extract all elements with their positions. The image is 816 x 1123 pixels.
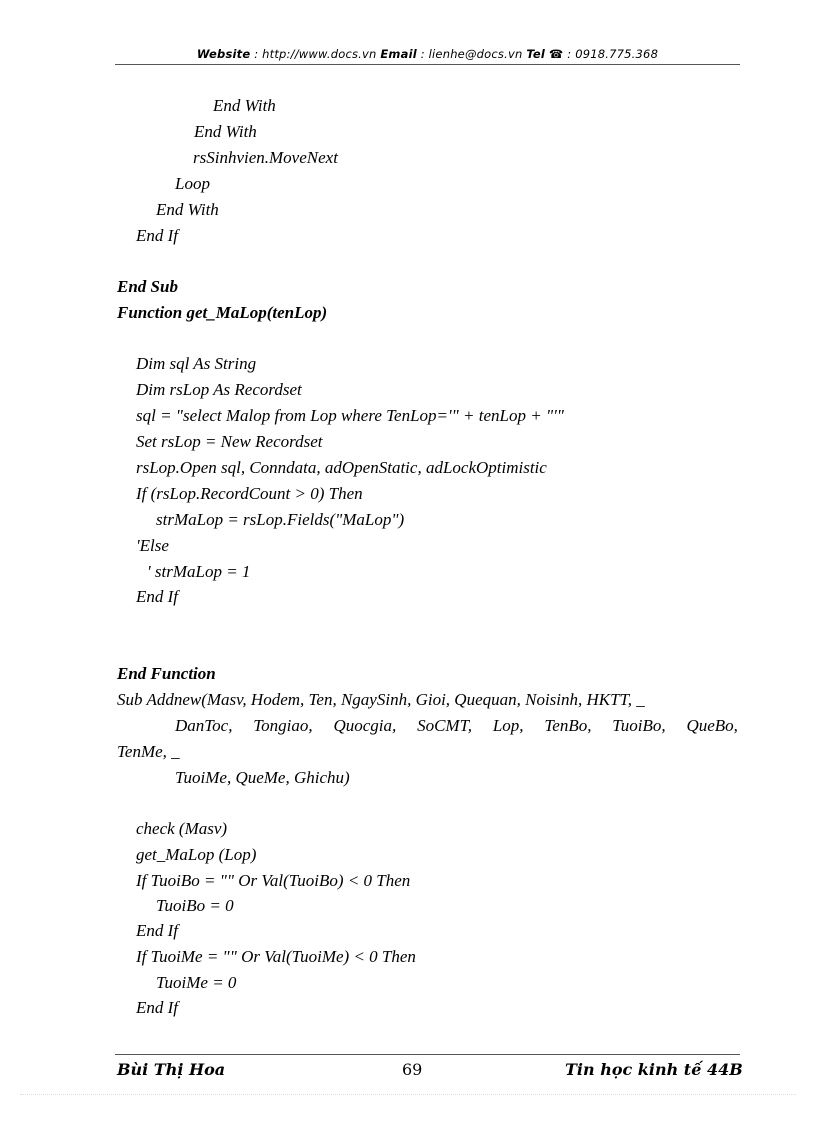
page-header: [115, 47, 740, 61]
code-line: Set rsLop = New Recordset: [136, 432, 323, 451]
code-line: TenMe, _: [117, 742, 180, 761]
footer-author: Bùi Thị Hoa: [117, 1060, 226, 1079]
code-line-justified: [175, 716, 738, 736]
code-line: End With: [156, 200, 219, 219]
code-line: check (Masv): [136, 819, 228, 838]
code-line: sql = "select Malop from Lop where TenLop='" + tenLop + "'": [136, 406, 564, 425]
tel-label: Tel: [526, 47, 546, 61]
code-line: TuoiMe = 0: [156, 973, 237, 992]
code-line: End With: [213, 96, 276, 115]
code-line-heading: End Sub: [117, 277, 178, 296]
page-bottom-border: [20, 1094, 796, 1095]
code-word: Tongiao,: [253, 716, 313, 735]
code-line: get_MaLop (Lop): [136, 845, 257, 864]
website-label: Website: [196, 47, 251, 61]
code-word: Quocgia,: [333, 716, 397, 735]
code-line: Dim rsLop As Recordset: [136, 380, 302, 399]
code-line-heading: End Function: [117, 664, 216, 683]
code-word: QueBo,: [686, 716, 738, 735]
website-value: : http://www.docs.vn: [250, 47, 381, 61]
code-line-heading: Function get_MaLop(tenLop): [117, 303, 328, 322]
code-line: 'Else: [136, 536, 169, 555]
footer-course: Tin học kinh tế 44B: [565, 1060, 743, 1079]
code-line: If TuoiBo = "" Or Val(TuoiBo) < 0 Then: [136, 871, 411, 890]
code-line: ' strMaLop = 1: [147, 562, 251, 581]
code-line: If TuoiMe = "" Or Val(TuoiMe) < 0 Then: [136, 947, 416, 966]
code-line: Dim sql As String: [136, 354, 257, 373]
header-divider: [115, 64, 740, 65]
code-word: TenBo,: [544, 716, 592, 735]
code-line: End If: [136, 587, 179, 606]
code-word: SoCMT,: [417, 716, 473, 735]
code-line: End With: [194, 122, 257, 141]
code-line: End If: [136, 921, 179, 940]
code-line: strMaLop = rsLop.Fields("MaLop"): [156, 510, 405, 529]
code-line: Sub Addnew(Masv, Hodem, Ten, NgaySinh, Gioi, Quequan, Noisinh, HKTT, _: [117, 690, 645, 709]
code-line: End If: [136, 226, 179, 245]
code-line: If (rsLop.RecordCount > 0) Then: [136, 484, 363, 503]
code-line: TuoiBo = 0: [156, 896, 234, 915]
tel-value: ☎ : 0918.775.368: [545, 47, 659, 61]
email-value: : lienhe@docs.vn: [416, 47, 527, 61]
footer-divider: [115, 1054, 740, 1055]
email-label: Email: [380, 47, 417, 61]
code-word: TuoiBo,: [612, 716, 666, 735]
code-line: rsSinhvien.MoveNext: [193, 148, 338, 167]
code-line: Loop: [175, 174, 210, 193]
code-line: TuoiMe, QueMe, Ghichu): [175, 768, 350, 787]
code-line: rsLop.Open sql, Conndata, adOpenStatic, adLockOptimistic: [136, 458, 547, 477]
code-word: DanToc,: [175, 716, 233, 735]
page-number: 69: [402, 1060, 423, 1079]
code-line: End If: [136, 998, 179, 1017]
code-word: Lop,: [492, 716, 524, 735]
